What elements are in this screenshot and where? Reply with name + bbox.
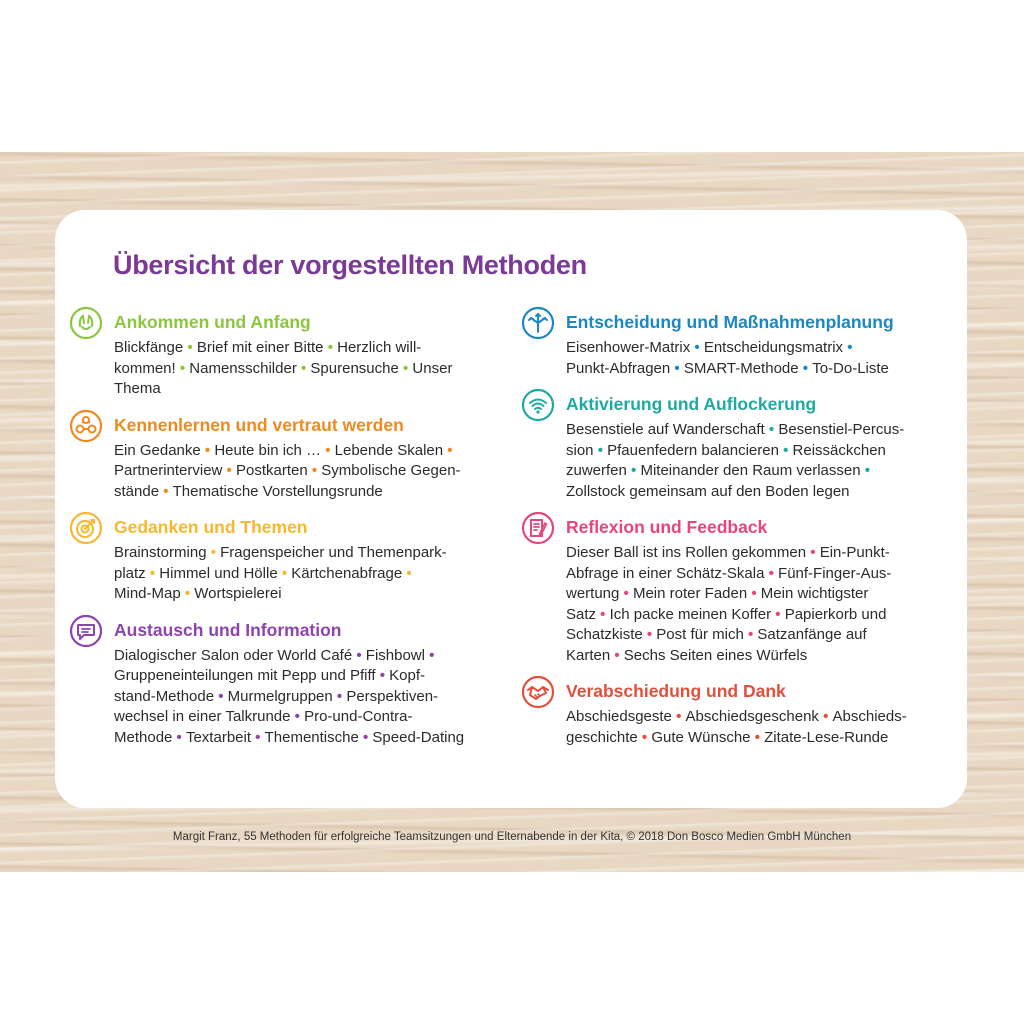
method-item: Lebende Skalen xyxy=(334,441,444,459)
method-item: geschichte xyxy=(566,728,638,746)
method-item: Abfrage in einer Schätz-Skala xyxy=(566,564,765,582)
method-item: Methode xyxy=(114,728,173,746)
method-item: Namensschilder xyxy=(189,359,297,377)
bullet-separator: • xyxy=(321,441,335,459)
method-line xyxy=(566,564,931,585)
method-item: Satz xyxy=(566,605,597,623)
method-line xyxy=(566,625,931,646)
method-item: Herzlich will- xyxy=(337,339,422,356)
section-body xyxy=(566,420,931,502)
method-item: Eisenhower-Matrix xyxy=(566,339,691,356)
bullet-separator: • xyxy=(843,339,853,356)
section-gedanken xyxy=(69,515,479,605)
bullet-separator: • xyxy=(402,564,412,582)
speech-bubble-icon xyxy=(69,614,103,648)
method-line xyxy=(566,482,931,503)
method-item: Post für mich xyxy=(656,626,744,643)
section-verabschiedung xyxy=(521,679,931,748)
section-austausch xyxy=(69,618,479,749)
method-line xyxy=(114,728,479,749)
copyright-footer: Margit Franz, 55 Methoden für erfolgreiche Teamsitzungen und Elternabende in der Kita, © 2018 Don Bosco Medien GmbH München xyxy=(172,831,852,843)
method-item: Mind-Map xyxy=(114,585,181,602)
handshake-icon xyxy=(521,675,555,709)
bullet-separator: • xyxy=(251,728,265,746)
bullet-separator: • xyxy=(172,728,186,746)
method-item: Pro-und-Contra- xyxy=(304,708,413,725)
section-heading: Verabschiedung und Dank xyxy=(566,681,786,701)
method-item: Zollstock gemeinsam auf den Boden legen xyxy=(566,482,850,500)
bullet-separator: • xyxy=(352,646,366,664)
method-item: Fünf-Finger-Aus- xyxy=(778,564,892,582)
method-item: SMART-Methode xyxy=(683,359,799,377)
document-pen-icon xyxy=(521,511,555,545)
bullet-separator: • xyxy=(743,626,758,643)
method-line xyxy=(114,461,479,482)
wifi-waves-icon xyxy=(521,388,555,422)
method-item: kommen! xyxy=(114,359,176,377)
method-item: Satzanfänge auf xyxy=(757,626,867,643)
method-item: Ein-Punkt- xyxy=(819,544,890,561)
method-item: Abschiedsgeste xyxy=(566,708,672,725)
target-icon xyxy=(69,511,103,545)
bullet-separator: • xyxy=(626,462,641,479)
method-item: Sechs Seiten eines Würfels xyxy=(623,646,808,664)
section-body xyxy=(114,543,479,605)
method-item: stand-Methode xyxy=(114,687,215,705)
method-item: To-Do-Liste xyxy=(812,359,889,377)
bullet-separator: • xyxy=(424,646,435,664)
page-title: Übersicht der vorgestellten Methoden xyxy=(113,250,587,280)
method-line xyxy=(114,564,479,585)
method-item: Unser xyxy=(412,359,453,377)
method-item: Wortspielerei xyxy=(194,585,282,602)
method-item: Abschiedsgeschenk xyxy=(685,708,819,725)
bullet-separator: • xyxy=(175,359,190,377)
method-line xyxy=(114,543,479,564)
method-item: Mein roter Faden xyxy=(632,585,748,602)
method-item: wertung xyxy=(566,585,620,602)
method-item: Thementische xyxy=(264,728,359,746)
method-line xyxy=(114,584,479,605)
bullet-separator: • xyxy=(610,646,624,664)
method-item: Karten xyxy=(566,646,611,664)
bullet-separator: • xyxy=(818,708,833,725)
bullet-separator: • xyxy=(214,687,228,705)
bullet-separator: • xyxy=(806,544,820,561)
bullet-separator: • xyxy=(183,339,197,356)
method-item: Zitate-Lese-Runde xyxy=(764,728,889,746)
bullet-separator: • xyxy=(670,359,684,377)
method-line xyxy=(566,707,931,728)
method-item: Heute bin ich … xyxy=(214,441,322,459)
bullet-separator: • xyxy=(764,564,779,582)
bullet-separator: • xyxy=(642,626,657,643)
section-reflexion xyxy=(521,515,931,666)
bullet-separator: • xyxy=(860,462,871,479)
bullet-separator: • xyxy=(159,482,173,500)
bullet-separator: • xyxy=(619,585,633,602)
method-item: sion xyxy=(566,441,594,459)
section-heading: Aktivierung und Auflockerung xyxy=(566,394,817,414)
method-item: Postkarten xyxy=(235,462,308,479)
bullet-separator: • xyxy=(206,544,221,561)
method-item: Himmel und Hölle xyxy=(159,564,278,582)
method-item: Fishbowl xyxy=(365,646,425,664)
arrows-split-icon xyxy=(521,306,555,340)
method-item: platz xyxy=(114,564,146,582)
method-item: Reissäckchen xyxy=(792,441,886,459)
bullet-separator: • xyxy=(222,462,236,479)
bullet-separator: • xyxy=(296,359,311,377)
method-item: Papierkorb und xyxy=(784,605,887,623)
method-item: Schatzkiste xyxy=(566,626,643,643)
method-line xyxy=(114,441,479,462)
method-item: Ich packe meinen Koffer xyxy=(609,605,772,623)
method-item: Perspektiven- xyxy=(346,687,439,705)
section-heading: Entscheidung und Maßnahmenplanung xyxy=(566,312,894,332)
method-line xyxy=(114,687,479,708)
method-line xyxy=(114,359,479,380)
section-heading: Kennenlernen und vertraut werden xyxy=(114,414,404,435)
method-item: Partnerinterview xyxy=(114,462,223,479)
method-item: Spurensuche xyxy=(310,359,399,377)
method-item: Thema xyxy=(114,380,161,397)
section-heading: Gedanken und Themen xyxy=(114,517,308,537)
bullet-separator: • xyxy=(290,708,305,725)
methods-card xyxy=(55,210,967,808)
bullet-separator: • xyxy=(307,462,322,479)
method-item: Brief mit einer Bitte xyxy=(196,339,324,356)
bullet-separator: • xyxy=(637,728,652,746)
section-heading: Ankommen und Anfang xyxy=(114,312,311,332)
left-column xyxy=(69,310,479,761)
bullet-separator: • xyxy=(778,441,793,459)
method-line xyxy=(566,584,931,605)
method-item: Dieser Ball ist ins Rollen gekommen xyxy=(566,544,807,561)
bullet-separator: • xyxy=(750,728,765,746)
method-line xyxy=(566,543,931,564)
method-item: Gute Wünsche xyxy=(651,728,751,746)
section-ankommen xyxy=(69,310,479,400)
method-item: Blickfänge xyxy=(114,339,184,356)
method-item: wechsel in einer Talkrunde xyxy=(114,708,291,725)
right-column xyxy=(521,310,931,761)
method-item: Gruppeneinteilungen mit Pepp und Pfiff xyxy=(114,667,376,684)
method-line xyxy=(566,646,931,667)
method-line xyxy=(566,728,931,749)
method-item: Dialogischer Salon oder World Café xyxy=(114,646,353,664)
method-item: Punkt-Abfragen xyxy=(566,359,671,377)
section-heading: Austausch und Information xyxy=(114,619,342,640)
section-heading: Reflexion und Feedback xyxy=(566,517,768,537)
method-item: Besenstiele auf Wanderschaft xyxy=(566,421,765,438)
section-body xyxy=(114,441,479,503)
people-connect-icon xyxy=(69,409,103,443)
method-line xyxy=(566,441,931,462)
method-item: Fragenspeicher und Themenpark- xyxy=(220,544,447,561)
method-item: stände xyxy=(114,482,160,500)
method-item: Kärtchenabfrage xyxy=(291,564,403,582)
bullet-separator: • xyxy=(771,605,785,623)
method-item: Speed-Dating xyxy=(372,728,465,746)
method-item: Thematische Vorstellungsrunde xyxy=(172,482,383,500)
section-body xyxy=(114,646,479,749)
method-line xyxy=(114,379,479,400)
bullet-separator: • xyxy=(277,564,292,582)
method-line xyxy=(114,646,479,667)
method-item: Abschieds- xyxy=(832,708,907,725)
section-body xyxy=(566,338,931,379)
bullet-separator: • xyxy=(593,441,608,459)
section-aktivierung xyxy=(521,392,931,502)
bullet-separator: • xyxy=(798,359,813,377)
method-line xyxy=(114,707,479,728)
section-body xyxy=(114,338,479,400)
bullet-separator: • xyxy=(747,585,761,602)
bullet-separator: • xyxy=(398,359,413,377)
method-item: Kopf- xyxy=(389,667,426,684)
method-line xyxy=(566,420,931,441)
hands-heart-icon xyxy=(69,306,103,340)
section-kennenlernen xyxy=(69,413,479,503)
bullet-separator: • xyxy=(180,585,195,602)
method-item: Miteinander den Raum verlassen xyxy=(640,462,861,479)
method-line xyxy=(114,482,479,503)
section-body xyxy=(566,707,931,748)
method-item: Ein Gedanke xyxy=(114,441,201,459)
bullet-separator: • xyxy=(596,605,610,623)
method-item: Entscheidungsmatrix xyxy=(703,339,844,356)
bullet-separator: • xyxy=(200,441,215,459)
method-item: Mein wichtigster xyxy=(760,585,869,602)
bullet-separator: • xyxy=(690,339,704,356)
bullet-separator: • xyxy=(443,441,453,459)
bullet-separator: • xyxy=(323,339,338,356)
method-line xyxy=(566,461,931,482)
method-item: Brainstorming xyxy=(114,544,207,561)
method-item: Besenstiel-Percus- xyxy=(778,421,905,438)
method-item: Textarbeit xyxy=(185,728,252,746)
bullet-separator: • xyxy=(671,708,686,725)
bullet-separator: • xyxy=(358,728,373,746)
method-line xyxy=(114,666,479,687)
section-entscheidung xyxy=(521,310,931,379)
bullet-separator: • xyxy=(145,564,160,582)
method-item: Pfauenfedern balancieren xyxy=(607,441,779,459)
bullet-separator: • xyxy=(332,687,347,705)
bullet-separator: • xyxy=(375,667,390,684)
method-item: Murmelgruppen xyxy=(227,687,333,705)
section-body xyxy=(566,543,931,666)
method-line xyxy=(566,605,931,626)
method-line xyxy=(114,338,479,359)
method-line xyxy=(566,338,931,359)
method-item: zuwerfen xyxy=(566,462,627,479)
method-line xyxy=(566,359,931,380)
bullet-separator: • xyxy=(764,421,779,438)
method-item: Symbolische Gegen- xyxy=(321,462,461,479)
